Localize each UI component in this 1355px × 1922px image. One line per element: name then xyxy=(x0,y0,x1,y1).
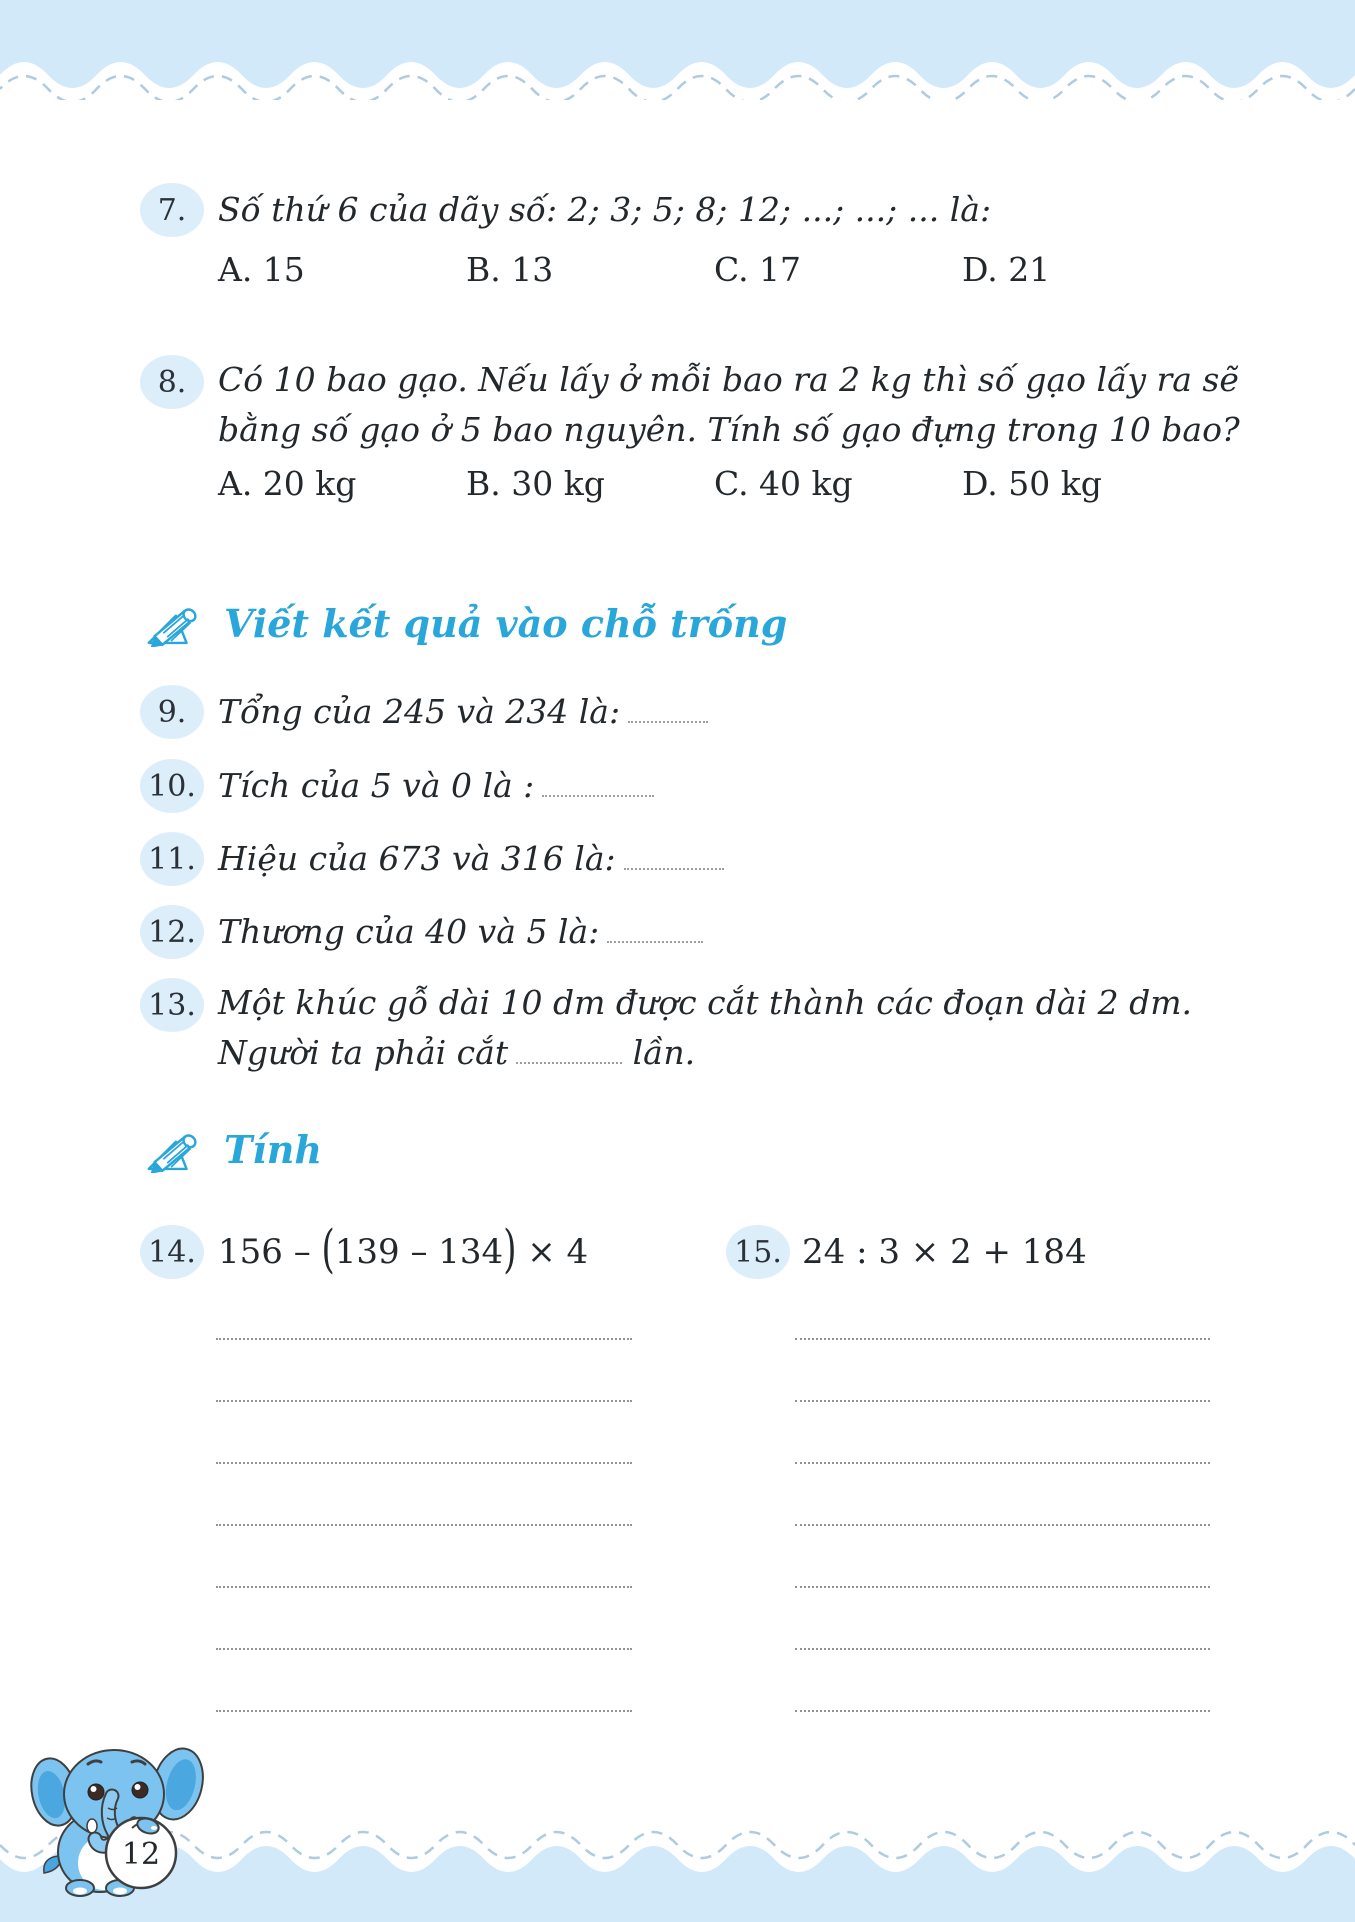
option-8-a[interactable]: A. 20 kg xyxy=(218,464,357,503)
option-7-b[interactable]: B. 13 xyxy=(466,250,554,289)
section-fill-blank xyxy=(140,600,787,648)
question-11-answer-blank[interactable] xyxy=(624,858,724,870)
question-14-expression xyxy=(218,1219,589,1280)
question-15-expression: 24 : 3 × 2 + 184 xyxy=(802,1232,1087,1272)
section-fill-blank-title: Viết kết quả vào chỗ trống xyxy=(224,601,788,646)
q14-expr-prefix: 156 – xyxy=(218,1232,322,1272)
question-13 xyxy=(140,978,1243,1078)
option-7-a[interactable]: A. 15 xyxy=(218,250,305,289)
question-10-answer-blank[interactable] xyxy=(542,785,654,797)
answer-line[interactable] xyxy=(795,1650,1210,1712)
question-9 xyxy=(140,685,708,739)
question-14 xyxy=(140,1219,1087,1280)
question-14-number-badge: 14. xyxy=(140,1225,204,1279)
question-9-answer-blank[interactable] xyxy=(628,711,708,723)
question-11-label: Hiệu của 673 và 316 là: xyxy=(218,839,616,878)
option-8-c[interactable]: C. 40 kg xyxy=(714,464,853,503)
question-8-number-badge: 8. xyxy=(140,355,204,409)
question-7 xyxy=(140,183,991,237)
question-15 xyxy=(726,1225,1087,1279)
q14-paren-close: ) xyxy=(503,1219,517,1280)
question-8-options xyxy=(218,462,1102,506)
question-11-text xyxy=(218,832,724,886)
pencil-icon xyxy=(142,602,204,647)
question-12-text xyxy=(218,905,703,959)
question-7-number-badge: 7. xyxy=(140,183,204,237)
answer-line[interactable] xyxy=(216,1464,632,1526)
section-calculate xyxy=(140,1126,322,1174)
answer-line[interactable] xyxy=(216,1402,632,1464)
q14-paren-open: ( xyxy=(321,1219,335,1280)
question-13-number-badge: 13. xyxy=(140,978,204,1032)
question-12-answer-blank[interactable] xyxy=(607,931,703,943)
option-8-d[interactable]: D. 50 kg xyxy=(962,464,1102,503)
answer-line[interactable] xyxy=(795,1278,1210,1340)
question-10-number-badge: 10. xyxy=(140,759,204,813)
question-9-number-badge: 9. xyxy=(140,685,204,739)
question-13-answer-blank[interactable] xyxy=(516,1052,622,1064)
pencil-icon xyxy=(142,1128,204,1173)
question-12 xyxy=(140,905,703,959)
top-wave-band xyxy=(0,0,1355,100)
answer-line[interactable] xyxy=(216,1650,632,1712)
q14-expr-suffix: × 4 xyxy=(516,1232,589,1272)
question-10 xyxy=(140,759,654,813)
question-13-label-after: lần. xyxy=(632,1033,696,1072)
answer-lines-left xyxy=(216,1278,632,1712)
question-7-text: Số thứ 6 của dãy số: 2; 3; 5; 8; 12; ...; ...; ... là: xyxy=(218,190,992,229)
option-8-b[interactable]: B. 30 kg xyxy=(466,464,605,503)
answer-line[interactable] xyxy=(795,1526,1210,1588)
question-11-number-badge: 11. xyxy=(140,832,204,886)
question-13-text xyxy=(218,978,1243,1078)
elephant-mascot xyxy=(28,1736,208,1898)
answer-line[interactable] xyxy=(795,1402,1210,1464)
question-15-number-badge: 15. xyxy=(726,1225,790,1279)
answer-line[interactable] xyxy=(795,1340,1210,1402)
question-10-label: Tích của 5 và 0 là : xyxy=(218,766,535,805)
question-8-text: Có 10 bao gạo. Nếu lấy ở mỗi bao ra 2 kg thì số gạo lấy ra sẽ bằng số gạo ở 5 bao nguyên. Tính số gạo đựng trong 10 bao? xyxy=(218,360,1240,449)
answer-line[interactable] xyxy=(795,1464,1210,1526)
answer-lines-right xyxy=(795,1278,1210,1712)
question-9-text xyxy=(218,685,708,739)
question-8 xyxy=(140,355,1243,455)
q14-expr-inner: 139 – 134 xyxy=(334,1232,504,1272)
question-10-text xyxy=(218,759,654,813)
answer-line[interactable] xyxy=(216,1588,632,1650)
option-7-d[interactable]: D. 21 xyxy=(962,250,1051,289)
question-12-number-badge: 12. xyxy=(140,905,204,959)
answer-line[interactable] xyxy=(216,1340,632,1402)
question-7-options xyxy=(218,248,1050,292)
page-number: 12 xyxy=(121,1837,161,1872)
question-12-label: Thương của 40 và 5 là: xyxy=(218,912,600,951)
answer-line[interactable] xyxy=(216,1278,632,1340)
answer-line[interactable] xyxy=(795,1588,1210,1650)
question-9-label: Tổng của 245 và 234 là: xyxy=(218,692,621,731)
answer-line[interactable] xyxy=(216,1526,632,1588)
option-7-c[interactable]: C. 17 xyxy=(714,250,802,289)
question-11 xyxy=(140,832,724,886)
section-calculate-title: Tính xyxy=(224,1127,322,1172)
question-13-label-before: Một khúc gỗ dài 10 dm được cắt thành các đoạn dài 2 dm. Người ta phải cắt xyxy=(218,983,1192,1072)
